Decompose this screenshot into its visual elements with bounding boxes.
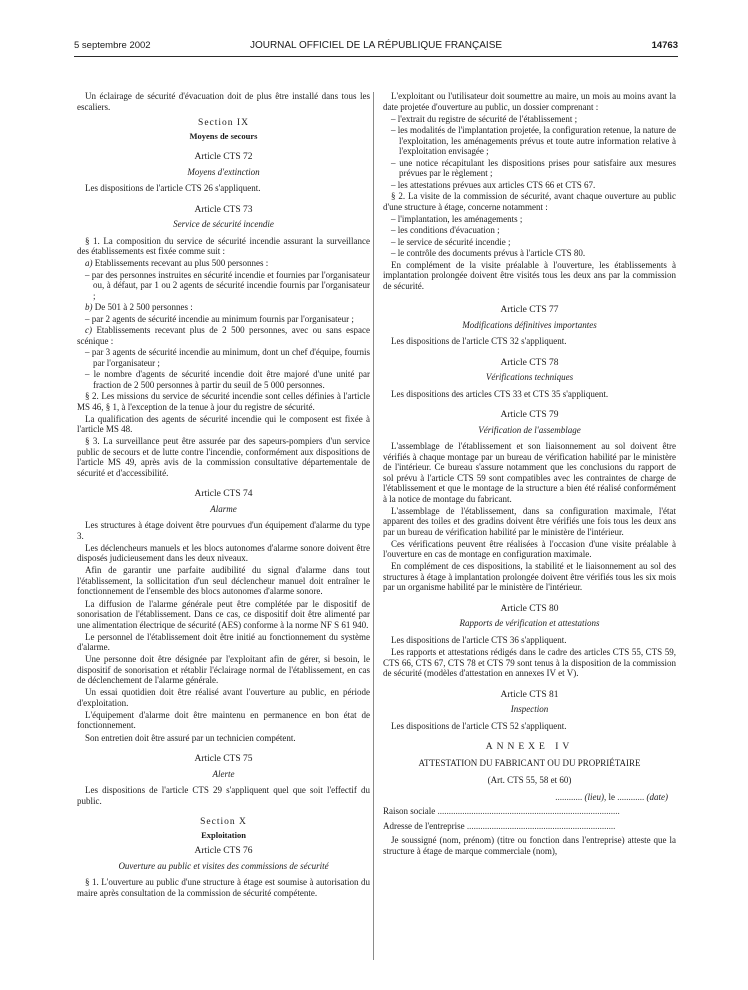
intro-paragraph: Un éclairage de sécurité d'évacuation doit de plus être installé dans tous les escaliers. [77, 91, 370, 112]
field-label: Raison sociale [383, 806, 436, 817]
section-subtitle: Exploitation [201, 829, 246, 840]
dash-item: – l'extrait du registre de sécurité de l'établissement ; [391, 113, 578, 124]
page-header [74, 40, 678, 54]
article-title: Article CTS 81 [500, 689, 559, 700]
article-subtitle: Rapports de vérification et attestations [459, 618, 600, 629]
date-label: (date) [644, 791, 668, 802]
article-paragraph: En complément de ces dispositions, la stabilité et le liaisonnement au sol des structures à étage à implantation prolongée doivent être vérifiés tous les six mois par un organisme habilité par le ministère de l'intérieur. [383, 561, 676, 593]
article-paragraph: Les dispositions de l'article CTS 36 s'appliquent. [391, 634, 567, 645]
list-label: a) [85, 258, 93, 269]
list-label: c) [85, 325, 92, 336]
article-paragraph: § 1. La composition du service de sécurité incendie assurant la surveillance des établissements est fixée comme suit : [77, 235, 370, 256]
article-title: Article CTS 79 [500, 410, 559, 421]
article-paragraph: L'assemblage de l'établissement et son liaisonnement au sol doivent être vérifiés à chaque montage par un bureau de vérification habilité par le ministère de l'intérieur. Ce bureau s'assure notamment que les conclusions du rapport de sol prévu à l'article CTS 59 sont compatibles avec les contraintes de charge de l'établissement et que le montage de la structure a bien été réalisé conformément à la notice de montage du fabricant. [383, 441, 676, 504]
list-item [77, 302, 370, 313]
annex-heading: ATTESTATION DU FABRICANT OU DU PROPRIÉTAIRE [418, 757, 641, 768]
article-paragraph: Afin de garantir une parfaite audibilité du signal d'alarme dans tout l'établissement, la sollicitation d'un seul déclencheur manuel doit entraîner le fonctionnement de l'ensemble des blocs autonomes d'alarme sonore. [77, 565, 370, 597]
article-paragraph: Ces vérifications peuvent être réalisées à l'occasion d'une visite préalable à l'ouverture en cas de montage en configuration maximale. [383, 538, 676, 560]
date-prefix: le [606, 791, 618, 802]
dash-item: – les attestations prévues aux articles CTS 66 et CTS 67. [391, 179, 596, 190]
section-title: Section X [200, 817, 247, 828]
article-paragraph: En complément de la visite préalable à l'ouverture, les établissements à implantation prolongée doivent être visités tous les deux ans par la commission de sécurité. [383, 259, 676, 291]
article-subtitle: Moyens d'extinction [187, 166, 260, 177]
dash-item: – par des personnes instruites en sécurité incendie et fournies par l'organisateur ou, à défaut, par 1 ou 2 agents de sécurité incendie fournis par l'organisateur ; [85, 269, 370, 301]
article-title: Article CTS 77 [500, 305, 559, 316]
article-subtitle: Alerte [212, 768, 235, 779]
article-paragraph: Un essai quotidien doit être réalisé avant l'ouverture au public, en période d'exploitation. [77, 687, 370, 708]
article-subtitle: Vérification de l'assemblage [478, 424, 581, 435]
article-subtitle: Inspection [510, 704, 549, 715]
article-title: Article CTS 80 [500, 603, 559, 614]
dash-item: – les modalités de l'implantation projetée, la configuration retenue, la nature de l'exploitation, les aménagements prévus et toute autre information relative à l'exploitation envisagée ; [391, 125, 676, 157]
left-column [77, 91, 370, 900]
company-address-field [383, 821, 676, 832]
dash-item: – le contrôle des documents prévus à l'article CTS 80. [391, 248, 586, 259]
dash-item: – par 2 agents de sécurité incendie au minimum fournis par l'organisateur ; [85, 313, 354, 324]
article-subtitle: Ouverture au public et visites des commissions de sécurité [118, 860, 329, 871]
section-title: Section IX [198, 118, 249, 128]
article-paragraph: § 1. L'ouverture au public d'une structure à étage est soumise à autorisation du maire après consultation de la commission de sécurité compétente. [77, 877, 370, 898]
article-title: Article CTS 72 [194, 152, 253, 162]
attestation-text: Je soussigné (nom, prénom) (titre ou fonction dans l'entreprise) atteste que la structure à étage de marque commerciale (nom), [383, 835, 676, 856]
article-title: Article CTS 75 [194, 754, 253, 765]
list-item [77, 325, 370, 346]
article-text: Les dispositions de l'article CTS 26 s'appliquent. [85, 183, 261, 193]
header-rule [74, 56, 678, 57]
article-paragraph: Les rapports et attestations rédigés dans le cadre des articles CTS 55, CTS 59, CTS 66, CTS 67, CTS 78 et CTS 79 sont tenus à la disposition de la commission de sécurité (modèles d'attestation en annexes IV et V). [383, 647, 676, 679]
list-text: Etablissements recevant plus de 2 500 personnes, avec ou sans espace scénique : [77, 325, 370, 346]
field-blank: ................................................................................. [435, 806, 620, 817]
field-blank: .................................................................. [464, 820, 616, 831]
place-date-line [383, 792, 676, 803]
date-blank: ............ [617, 791, 645, 802]
article-paragraph: L'assemblage de l'établissement, dans sa configuration maximale, l'état apparent des toiles et des gradins doivent être vérifiés une fois tous les deux ans par un bureau de vérification habilité par le ministère de l'intérieur. [383, 505, 676, 537]
article-paragraph: Son entretien doit être assuré par un technicien compétent. [85, 732, 296, 743]
list-label: b) [85, 302, 93, 313]
journal-title: JOURNAL OFFICIEL DE LA RÉPUBLIQUE FRANÇAISE [249, 40, 503, 51]
article-paragraph: Le personnel de l'établissement doit être initié au fonctionnement du système d'alarme. [77, 631, 370, 653]
article-paragraph: La diffusion de l'alarme générale peut être complétée par le dispositif de sonorisation de l'établissement. Dans ce cas, ce dispositif doit être alimenté par une alimentation électrique de sécurité (AES) conforme à la norme NF S 61 940. [77, 598, 370, 630]
article-paragraph: L'équipement d'alarme doit être maintenu en permanence en bon état de fonctionnement. [77, 709, 370, 731]
article-paragraph: § 2. Les missions du service de sécurité incendie sont celles définies à l'article MS 46, § 1, à l'exception de la tenue à jour du registre de sécurité. [77, 391, 370, 412]
dash-item: – le nombre d'agents de sécurité incendie doit être majoré d'une unité par fraction de 2 500 personnes à partir du seuil de 5 000 personnes. [85, 369, 370, 390]
section-subtitle: Moyens de secours [189, 130, 258, 141]
article-text: Les dispositions des articles CTS 33 et CTS 35 s'appliquent. [391, 388, 609, 399]
dash-item: – l'implantation, les aménagements ; [391, 213, 523, 224]
article-subtitle: Vérifications techniques [485, 372, 574, 383]
article-paragraph: Une personne doit être désignée par l'exploitant afin de gérer, si besoin, le dispositif de sonorisation et rétablir l'éclairage normal de l'établissement, en cas de déclenchement de l'alarme générale. [77, 654, 370, 686]
article-subtitle: Modifications définitives importantes [462, 319, 597, 330]
place-label: (lieu), [582, 791, 607, 802]
list-item [77, 258, 370, 269]
article-paragraph: La qualification des agents de sécurité incendie qui le composent est fixée à l'article MS 48. [77, 413, 370, 435]
article-title: Article CTS 76 [194, 846, 253, 857]
list-text: De 501 à 2 500 personnes : [92, 302, 193, 313]
dash-item: – le service de sécurité incendie ; [391, 236, 511, 247]
article-paragraph: § 2. La visite de la commission de sécurité, avant chaque ouverture au public d'une structure à étage, concerne notamment : [383, 191, 676, 212]
article-title: Article CTS 78 [500, 357, 559, 368]
column-divider [373, 92, 374, 960]
company-name-field [383, 806, 676, 817]
page-number: 14763 [651, 40, 678, 51]
field-label: Adresse de l'entreprise [383, 820, 465, 831]
article-subtitle: Alarme [210, 503, 237, 514]
dash-item: – une notice récapitulant les dispositions prises pour satisfaire aux mesures prévues par le règlement ; [391, 157, 676, 179]
article-paragraph: L'exploitant ou l'utilisateur doit soumettre au maire, un mois au moins avant la date projetée d'ouverture au public, un dossier comprenant : [383, 91, 676, 112]
annex-title: ANNEXE IV [485, 742, 574, 753]
article-paragraph: § 3. La surveillance peut être assurée par des sapeurs-pompiers d'un service public de secours et de lutte contre l'incendie, conformément aux dispositions de l'article MS 49, après avis de la commission consultative départementale de sécurité et d'accessibilité. [77, 436, 370, 478]
right-column [383, 91, 676, 858]
article-text: Les dispositions de l'article CTS 32 s'appliquent. [391, 336, 567, 347]
article-subtitle: Service de sécurité incendie [173, 219, 274, 229]
place-blank: ............ [555, 791, 583, 802]
issue-date: 5 septembre 2002 [74, 40, 151, 51]
dash-item: – les conditions d'évacuation ; [391, 225, 500, 236]
article-text: Les dispositions de l'article CTS 29 s'appliquent quel que soit l'effectif du public. [77, 785, 370, 806]
article-title: Article CTS 74 [194, 489, 253, 500]
list-text: Etablissements recevant au plus 500 personnes : [92, 258, 269, 269]
article-title: Article CTS 73 [194, 204, 253, 215]
article-paragraph: Les déclencheurs manuels et les blocs autonomes d'alarme sonore doivent être disposés judicieusement dans les deux niveaux. [77, 542, 370, 564]
annex-reference: (Art. CTS 55, 58 et 60) [487, 775, 572, 786]
dash-item: – par 3 agents de sécurité incendie au minimum, dont un chef d'équipe, fournis par l'organisateur ; [85, 347, 370, 368]
article-paragraph: Les structures à étage doivent être pourvues d'un équipement d'alarme du type 3. [77, 520, 370, 541]
article-text: Les dispositions de l'article CTS 52 s'appliquent. [391, 720, 567, 731]
